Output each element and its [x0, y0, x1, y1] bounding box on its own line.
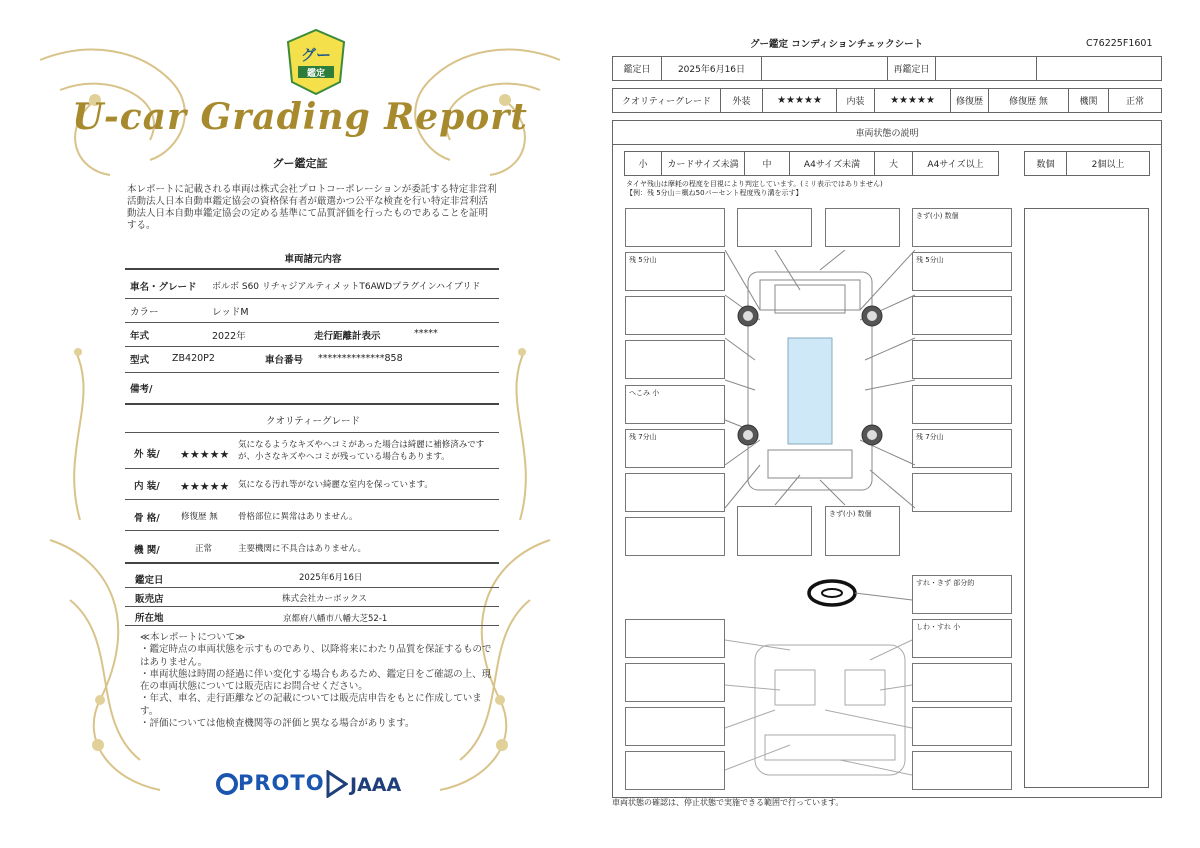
color-value: レッドM — [212, 307, 249, 318]
note-box: きず(小) 数個 — [825, 506, 900, 556]
exterior-label: 外 装/ — [134, 449, 160, 460]
note-box — [625, 208, 725, 247]
interior-description: 気になる汚れ等がない綺麗な室内を保っています。 — [238, 480, 433, 490]
engine-value: 正常 — [195, 544, 213, 554]
sheet-title: グー鑑定 コンディションチェックシート — [750, 39, 924, 50]
interior-stars: ★★★★★ — [875, 89, 951, 112]
note-box — [625, 619, 725, 658]
model-label: 型式 — [130, 355, 150, 366]
engine-value: 正常 — [1125, 97, 1144, 107]
note-box — [912, 751, 1012, 790]
spec-section-title: 車両諸元内容 — [284, 254, 342, 265]
exterior-stars: ★★★★★ — [180, 448, 230, 461]
address-value: 京都府八幡市八幡大芝52-1 — [283, 614, 388, 624]
reappraisal-label: 再鑑定日 — [888, 57, 936, 80]
interior-label: 内装 — [837, 89, 875, 112]
note-box — [625, 707, 725, 746]
model-value: ZB420P2 — [172, 353, 215, 364]
size-small-value: カードサイズ未満 — [662, 152, 745, 175]
svg-text:グー: グー — [300, 47, 332, 64]
svg-text:鑑定: 鑑定 — [306, 68, 326, 78]
exterior-description: 気になるようなキズやヘコミがあった場合は綺麗に補修済みですが、小さなキズやヘコミが残っている場合もあります。 — [238, 440, 485, 462]
exterior-stars: ★★★★★ — [763, 89, 837, 112]
note-box: しわ・すれ 小 — [912, 619, 1012, 658]
appraisal-date-value: 2025年6月16日 — [299, 573, 363, 583]
engine-label: 機関 — [1069, 89, 1109, 112]
quality-label: クオリティーグレード — [613, 89, 721, 112]
interior-stars: ★★★★★ — [180, 480, 230, 493]
shop-value: 株式会社カーボックス — [282, 594, 367, 604]
car-diagram — [720, 250, 920, 790]
count-label: 数個 — [1025, 152, 1067, 175]
quality-section-title: クオリティーグレード — [265, 416, 361, 427]
note-box: 残 5分山 — [912, 252, 1012, 291]
note-box — [912, 340, 1012, 379]
car-name-value: ボルボ S60 リチャジアルティメットT6AWDプラグインハイブリド — [212, 282, 481, 292]
note-item: ・鑑定時点の車両状態を示すものであり、以降将来にわたり品質を保証するものではありません。 — [140, 644, 492, 668]
note-box — [625, 663, 725, 702]
jaaa-logo: JAAA — [350, 774, 402, 796]
note-box — [825, 208, 900, 247]
sheet-code: C76225F1601 — [1086, 38, 1153, 49]
note-box: 残 5分山 — [625, 252, 725, 291]
remarks-label: 備考/ — [130, 384, 153, 395]
size-legend — [624, 151, 999, 176]
report-notes — [140, 632, 495, 730]
note-box — [912, 663, 1012, 702]
color-label: カラー — [130, 307, 159, 318]
date-row — [612, 56, 1162, 81]
mileage-label: 走行距離計表示 — [314, 331, 381, 342]
note-box — [625, 517, 725, 556]
quality-row — [612, 88, 1162, 113]
date-label: 鑑定日 — [613, 57, 662, 80]
proto-logo-mark — [216, 772, 238, 796]
note-box — [625, 751, 725, 790]
engine-description: 主要機関に不具合はありません。 — [238, 544, 367, 554]
note-box: 残 7分山 — [625, 429, 725, 468]
proto-logo: PROTO — [238, 771, 325, 795]
reappraisal-value — [936, 57, 1037, 80]
engine-label: 機 関/ — [134, 545, 160, 556]
note-box — [737, 208, 812, 247]
note-box: すれ・きず 部分的 — [912, 575, 1012, 614]
year-label: 年式 — [130, 331, 150, 342]
interior-label: 内 装/ — [134, 481, 160, 492]
remarks-column — [1024, 208, 1149, 788]
sheet-footer: 車両状態の確認は、停止状態で実施できる範囲で行っています。 — [612, 798, 844, 807]
note-box — [912, 473, 1012, 512]
size-mid-label: 中 — [745, 152, 790, 175]
exterior-label: 外装 — [721, 89, 763, 112]
note-item: ・評価については他検査機関等の評価と異なる場合があります。 — [140, 718, 415, 730]
mileage-value: ***** — [414, 328, 438, 339]
note-box — [625, 296, 725, 335]
report-title: U-car Grading Report — [72, 96, 528, 138]
frame-description: 骨格部位に異常はありません。 — [238, 512, 358, 522]
certificate-subtitle: グー鑑定証 — [272, 157, 328, 170]
count-value: 2個以上 — [1091, 160, 1125, 170]
chassis-label: 車台番号 — [265, 355, 304, 366]
size-large-label: 大 — [875, 152, 913, 175]
notes-title: ≪本レポートについて≫ — [140, 632, 246, 643]
note-box — [912, 296, 1012, 335]
note-box: へこみ 小 — [625, 385, 725, 424]
note-item: ・年式、車名、走行距離などの記載については販売店申告をもとに作成しています。 — [140, 693, 482, 717]
note-item: ・車両状態は時間の経過に伴い変化する場合もあるため、鑑定日をご確認の上、現在の車両状態については販売店にお問合せください。 — [140, 668, 492, 693]
size-small-label: 小 — [625, 152, 662, 175]
tire-note-2: 【例：残 5分山＝概ね50パーセント程度残り溝を示す】 — [626, 189, 803, 197]
explain-title: 車両状態の説明 — [612, 120, 1162, 145]
frame-value: 修復歴 無 — [181, 512, 218, 522]
tire-note-1: タイヤ残山は摩耗の程度を目視により判定しています。(ミリ表示ではありません) — [626, 180, 883, 188]
goo-badge-logo — [288, 30, 344, 94]
repair-label: 修復歴 — [951, 89, 989, 112]
size-large-value: A4サイズ以上 — [927, 160, 984, 170]
note-box — [912, 385, 1012, 424]
note-box: きず(小) 数個 — [912, 208, 1012, 247]
date-value: 2025年6月16日 — [662, 57, 762, 80]
year-value: 2022年 — [212, 331, 246, 342]
note-box — [912, 707, 1012, 746]
condition-check-sheet — [600, 0, 1200, 848]
certificate-intro: 本レポートに記載される車両は株式会社プロトコーポレーションが委託する特定非営利活動法人日本自動車鑑定協会の資格保有者が厳選かつ公平な検査を行い特定非営利活動法人日本自動車鑑定協会の定める基準にて品質評価を行ったものであることを証明する。 — [127, 184, 497, 231]
note-box: 残 7分山 — [912, 429, 1012, 468]
frame-label: 骨 格/ — [134, 513, 160, 524]
note-box — [625, 340, 725, 379]
repair-value: 修復歴 無 — [989, 89, 1069, 112]
jaaa-logo-mark — [326, 770, 348, 798]
address-label: 所在地 — [135, 613, 164, 624]
size-mid-value: A4サイズ未満 — [790, 152, 875, 175]
count-legend — [1024, 151, 1150, 176]
note-box — [625, 473, 725, 512]
chassis-value: **************858 — [318, 353, 403, 364]
shop-label: 販売店 — [135, 594, 164, 605]
appraisal-date-label: 鑑定日 — [135, 575, 164, 586]
car-name-label: 車名・グレード — [130, 282, 197, 293]
